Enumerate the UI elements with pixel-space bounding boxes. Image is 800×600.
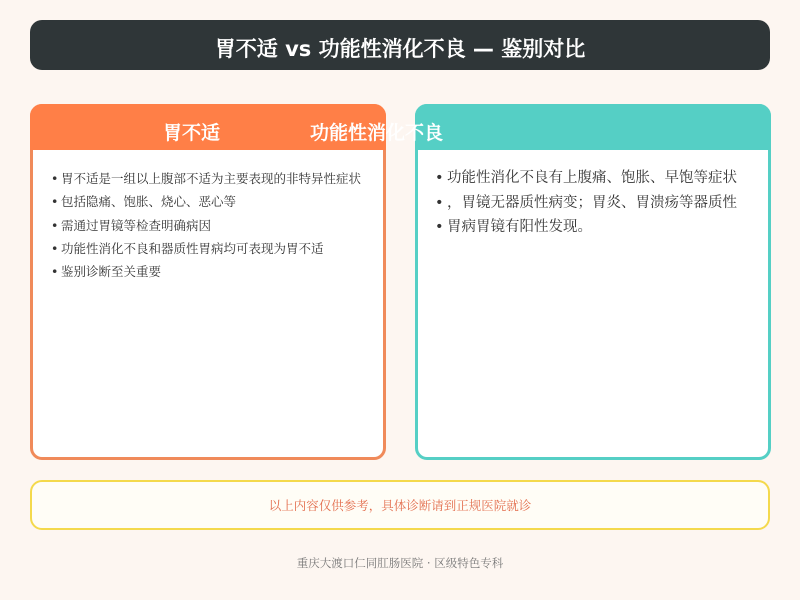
functional-dyspepsia-card [415, 104, 771, 460]
card-title-functional-dyspepsia: 功能性消化不良 [310, 122, 444, 144]
functional-dyspepsia-list [435, 166, 762, 240]
list-item: • 鉴别诊断至关重要 [51, 260, 377, 283]
card-header-right [415, 104, 771, 150]
card-title-stomach-discomfort: 胃不适 [163, 122, 221, 144]
page-title: 胃不适 vs 功能性消化不良 — 鉴别对比 [30, 20, 770, 70]
list-item: • 胃不适是一组以上腹部不适为主要表现的非特异性症状 [51, 167, 377, 190]
disclaimer-notice: 以上内容仅供参考，具体诊断请到正规医院就诊 [30, 480, 770, 530]
list-item: • 功能性消化不良和器质性胃病均可表现为胃不适 [51, 237, 377, 260]
footer-hospital-name: 重庆大渡口仁同肛肠医院 · 区级特色专科 [296, 556, 504, 570]
stomach-discomfort-list [51, 167, 377, 283]
list-item: • 胃病胃镜有阳性发现。 [435, 215, 762, 240]
list-item: • 包括隐痛、饱胀、烧心、恶心等 [51, 190, 377, 213]
list-item: • ，胃镜无器质性病变；胃炎、胃溃疡等器质性 [435, 191, 762, 216]
list-item: • 需通过胃镜等检查明确病因 [51, 214, 377, 237]
list-item: • 功能性消化不良有上腹痛、饱胀、早饱等症状 [435, 166, 762, 191]
stomach-discomfort-card [30, 104, 444, 460]
